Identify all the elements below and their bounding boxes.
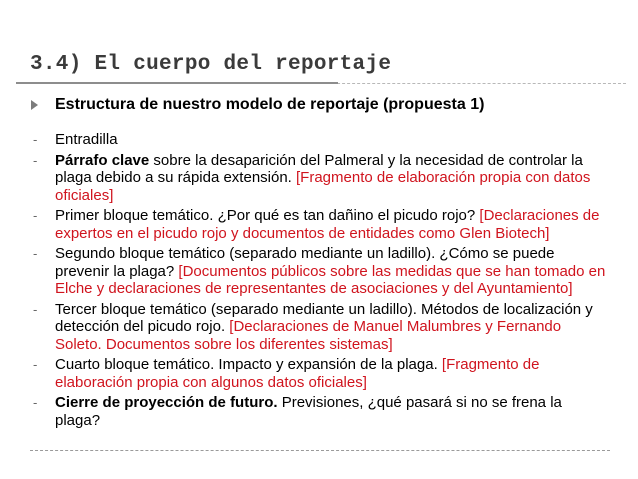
list-item — [30, 152, 610, 205]
dashed-separator — [30, 450, 610, 451]
item-text: Cuarto bloque temático. Impacto y expansión de la plaga. — [55, 356, 442, 373]
structure-list — [30, 131, 610, 432]
dash-bullet: - — [33, 246, 38, 261]
dash-bullet: - — [33, 152, 38, 168]
list-item — [30, 131, 610, 149]
item-bold: Cierre de proyección de futuro. — [55, 394, 278, 411]
list-item — [30, 207, 610, 242]
dash-bullet: - — [33, 132, 38, 147]
item-red-text: [Documentos públicos sobre las medidas que se han tomado en Elche y declaraciones de representantes de asociaciones y del Ayuntamiento] — [55, 262, 606, 297]
item-red-text: [Fragmento de elaboración propia con algunos datos oficiales] — [55, 356, 540, 391]
list-item — [30, 356, 610, 391]
list-item — [30, 301, 610, 354]
dash-bullet: - — [33, 208, 38, 223]
main-bullet-text: Estructura de nuestro modelo de reportaje (propuesta 1) — [55, 96, 485, 113]
item-text: Entradilla — [55, 131, 118, 148]
item-text: Segundo bloque temático (separado mediante un ladillo). ¿Cómo se puede prevenir la plaga? — [55, 245, 555, 280]
item-red-text: [Fragmento de elaboración propia con datos oficiales] — [55, 169, 591, 204]
dash-bullet: - — [33, 357, 38, 372]
item-text: sobre la desaparición del Palmeral y la necesidad de controlar la plaga debido a su rápida extensión. — [55, 151, 583, 186]
triangle-bullet-icon — [31, 100, 38, 110]
item-red-text: [Declaraciones de Manuel Malumbres y Fernando Soleto. Documentos sobre los diferentes sistemas] — [55, 318, 562, 353]
dash-bullet: - — [33, 301, 38, 317]
slide-title: 3.4) El cuerpo del reportaje — [30, 53, 392, 76]
item-bold: Párrafo clave — [55, 151, 150, 169]
title-rule-accent — [16, 82, 338, 84]
item-text: Primer bloque temático. ¿Por qué es tan dañino el picudo rojo? — [55, 207, 480, 224]
dash-bullet: - — [33, 395, 38, 410]
item-red-text: [Declaraciones de expertos en el picudo rojo y documentos de entidades como Glen Biotech] — [55, 207, 600, 242]
list-item — [30, 394, 610, 429]
item-text: Previsiones, ¿qué pasará si no se frena la plaga? — [55, 394, 562, 429]
list-item — [30, 245, 610, 298]
item-text: Tercer bloque temático (separado mediante un ladillo). Métodos de localización y detección del picudo rojo. — [55, 300, 593, 335]
